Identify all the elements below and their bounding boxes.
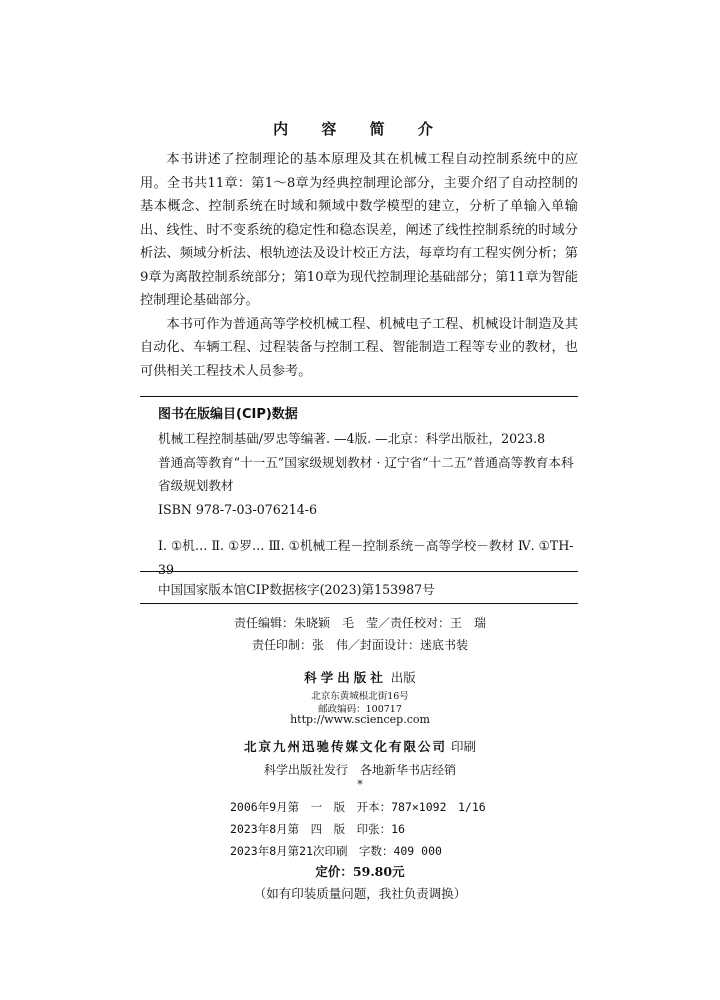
page-title: 内 容 简 介 xyxy=(273,120,447,138)
printer-line xyxy=(0,737,720,755)
edition-line: 2023年8月第21次印刷 字数：409 000 xyxy=(230,844,442,858)
edition-info xyxy=(230,796,486,862)
credit-line: 责任印制：张 伟／封面设计：迷底书装 xyxy=(251,638,468,652)
divider-bottom xyxy=(140,603,578,604)
distribution-line: 科学出版社发行 各地新华书店经销 xyxy=(263,763,456,777)
publisher-zip: 邮政编码：100717 xyxy=(318,704,402,715)
cip-line: 机械工程控制基础/罗忠等编著. —4版. —北京：科学出版社，2023.8 xyxy=(158,431,546,446)
intro-section xyxy=(140,148,578,383)
intro-paragraph: 本书讲述了控制理论的基本原理及其在机械工程自动控制系统中的应用。全书共11章：第1～8章为经典控制理论部分，主要介绍了自动控制的基本概念、控制系统在时域和频域中数学模型的建立，分析了单输入单输出、线性、时不变系统的稳定性和稳态误差，阐述了线性控制系统的时域分析法、频域分析法、根轨迹法及设计校正方法，每章均有工程实例分析；第9章为离散控制系统部分；第10章为现代控制理论基础部分；第11章为智能控制理论基础部分。 xyxy=(140,152,578,308)
editor-credits xyxy=(0,612,720,656)
printer-suffix: 印刷 xyxy=(450,739,476,754)
cip-block xyxy=(158,427,578,581)
price: 定价：59.80元 xyxy=(315,864,405,879)
publisher-line xyxy=(0,668,720,686)
printer-name: 北京九州迅驰传媒文化有限公司 xyxy=(243,739,447,754)
credit-line: 责任编辑：朱晓颖 毛 莹／责任校对：王 瑞 xyxy=(233,616,486,630)
cip-line: 普通高等教育“十一五”国家级规划教材 · 辽宁省“十二五”普通高等教育本科省级规划教材 xyxy=(158,454,574,493)
publisher-suffix: 出版 xyxy=(390,670,416,685)
separator-star: * xyxy=(357,778,363,791)
publisher-name: 科学出版社 xyxy=(304,670,387,685)
edition-line: 2006年9月第 一 版 开本：787×1092 1/16 xyxy=(230,800,486,814)
cip-classification: Ⅰ. ①机… Ⅱ. ①罗… Ⅲ. ①机械工程－控制系统－高等学校－教材 Ⅳ. ①TH-39 xyxy=(158,538,574,577)
cip-heading: 图书在版编目(CIP)数据 xyxy=(158,407,298,422)
divider-middle xyxy=(140,571,578,572)
divider-top xyxy=(140,396,578,397)
intro-paragraph: 本书可作为普通高等学校机械工程、机械电子工程、机械设计制造及其自动化、车辆工程、过程装备与控制工程、智能制造工程等专业的教材，也可供相关工程技术人员参考。 xyxy=(140,316,578,379)
cip-data-number: 中国国家版本馆CIP数据核字(2023)第153987号 xyxy=(158,582,435,597)
cip-isbn: ISBN 978-7-03-076214-6 xyxy=(158,501,318,517)
publisher-url: http://www.sciencep.com xyxy=(290,713,430,726)
quality-notice: （如有印装质量问题，我社负责调换） xyxy=(253,886,467,901)
edition-line: 2023年8月第 四 版 印张：16 xyxy=(230,822,405,836)
publisher-address: 北京东黄城根北街16号 xyxy=(311,691,409,702)
